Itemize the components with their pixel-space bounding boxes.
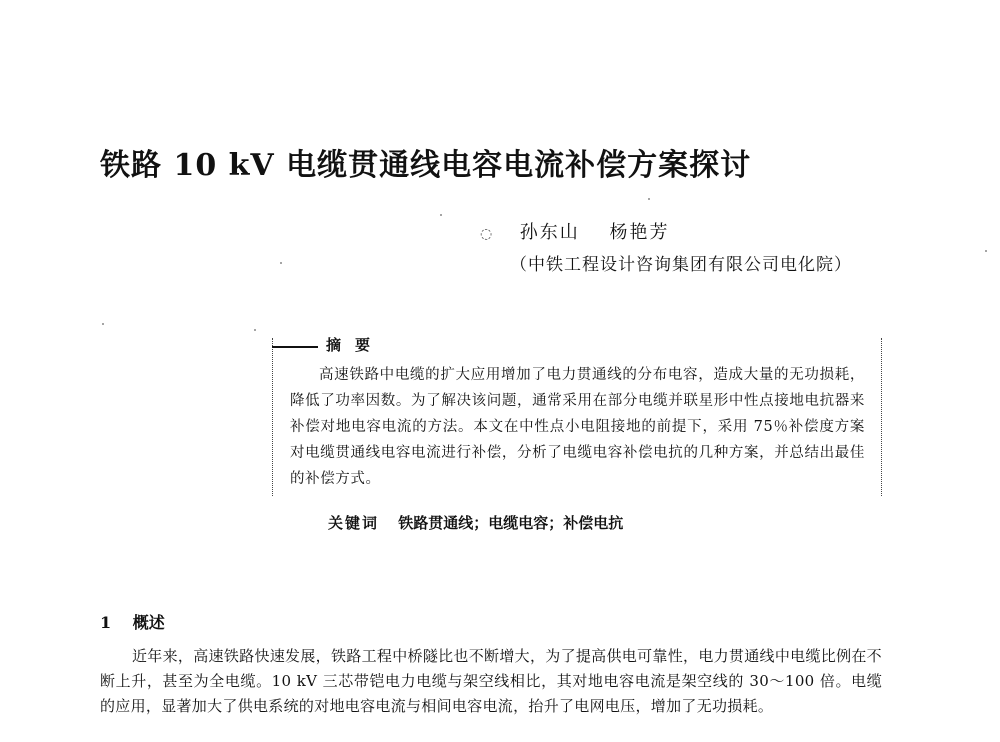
- scan-speck: [648, 198, 650, 200]
- author-line: [480, 218, 693, 244]
- paper-title: 铁路 10 kV 电缆贯通线电容电流补偿方案探讨: [100, 148, 752, 183]
- section-heading: [100, 610, 165, 633]
- author-name: 杨艳芳: [609, 222, 670, 243]
- keywords-label: 关键词: [328, 514, 380, 532]
- scan-speck: [280, 262, 282, 264]
- author-affiliation: （中铁工程设计咨询集团有限公司电化院）: [510, 255, 852, 275]
- section-number: 1: [100, 613, 112, 632]
- scan-speck: [254, 329, 256, 331]
- scan-speck: [102, 323, 104, 325]
- keywords-line: [328, 512, 623, 533]
- section-body-text: 近年来，高速铁路快速发展，铁路工程中桥隧比也不断增大，为了提高供电可靠性，电力贯通线中电缆比例在不断上升，甚至为全电缆。10 kV 三芯带铠电力电缆与架空线相比，其对地电容电流是架空线的 30～100 倍。电缆的应用，显著加大了供电系统的对地电容电流与相间电容电流，抬升了电网电压，增加了无功损耗。: [100, 647, 882, 715]
- author-mark-icon: ◌: [480, 226, 493, 242]
- abstract-text: 高速铁路中电缆的扩大应用增加了电力贯通线的分布电容，造成大量的无功损耗，降低了功率因数。为了解决该问题，通常采用在部分电缆并联星形中性点接地电抗器来补偿对地电容电流的方法。本文在中性点小电阻接地的前提下，采用 75％补偿度方案对电缆贯通线电容电流进行补偿，分析了电缆电容补偿电抗的几种方案，并总结出最佳的补偿方式。: [290, 367, 865, 487]
- abstract-heading: 摘要: [326, 336, 385, 354]
- keywords-value: 铁路贯通线；电缆电容；补偿电抗: [398, 514, 624, 532]
- abstract-rule: [272, 346, 318, 348]
- author-name: 孙东山: [519, 222, 580, 243]
- scan-speck: [985, 250, 987, 252]
- scan-speck: [440, 214, 442, 216]
- section-title: 概述: [132, 613, 165, 632]
